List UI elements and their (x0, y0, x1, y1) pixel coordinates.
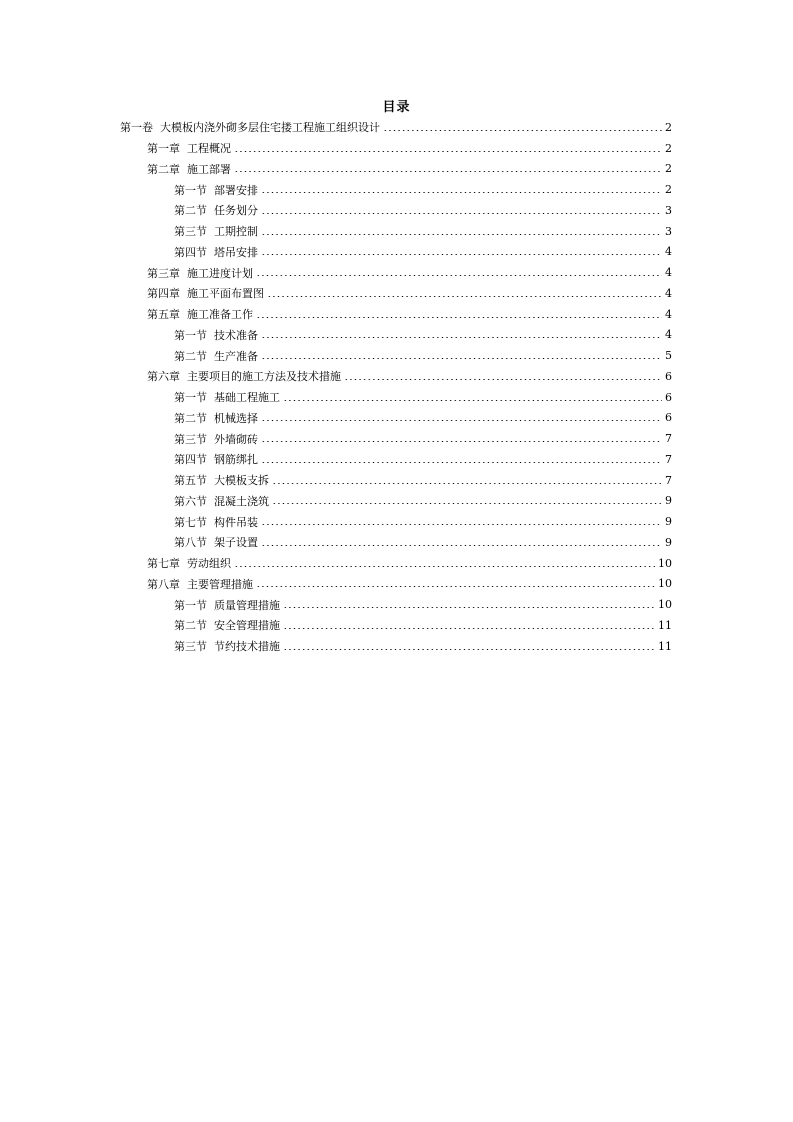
toc-entry-number: 第三节 (174, 640, 207, 654)
toc-entry-page: 4 (665, 286, 672, 300)
toc-entry[interactable] (0, 117, 793, 138)
toc-entry-page: 4 (665, 328, 672, 342)
toc-dot-leader (261, 462, 662, 463)
toc-entry-page: 10 (658, 577, 672, 591)
toc-entry-number: 第五节 (174, 474, 207, 488)
toc-entry-title: 安全管理措施 (214, 619, 280, 633)
toc-entry-title: 节约技术措施 (214, 640, 280, 654)
toc-dot-leader (283, 649, 655, 650)
toc-entry-number: 第二节 (174, 204, 207, 218)
toc-entry-page: 7 (665, 473, 672, 487)
toc-dot-leader (261, 358, 662, 359)
toc-entry-label (174, 597, 280, 613)
toc-entry-title: 工程概况 (187, 142, 231, 156)
toc-entry[interactable] (0, 242, 793, 263)
toc-entry-title: 任务划分 (214, 204, 258, 218)
toc-entry-number: 第七节 (174, 515, 207, 529)
toc-entry[interactable] (0, 138, 793, 159)
toc-entry-page: 7 (665, 432, 672, 446)
toc-dot-leader (234, 171, 662, 172)
toc-dot-leader (234, 151, 662, 152)
toc-entry-label (174, 202, 258, 218)
toc-entry-title: 施工平面布置图 (187, 287, 264, 301)
toc-entry[interactable] (0, 574, 793, 595)
toc-dot-leader (283, 628, 655, 629)
toc-entry-label (174, 431, 258, 447)
toc-dot-leader (283, 400, 662, 401)
toc-entry-title: 大模板支拆 (214, 474, 269, 488)
toc-dot-leader (261, 254, 662, 255)
toc-entry[interactable] (0, 283, 793, 304)
toc-entry-label (174, 348, 258, 364)
toc-entry-title: 主要项目的施工方法及技术措施 (187, 370, 341, 384)
toc-entry-page: 9 (665, 494, 672, 508)
toc-dot-leader (261, 337, 662, 338)
toc-entry-page: 2 (665, 141, 672, 155)
toc-entry-label (174, 472, 269, 488)
toc-entry-number: 第三章 (147, 266, 180, 280)
toc-entry-page: 11 (658, 618, 672, 632)
toc-dot-leader (256, 275, 662, 276)
toc-entry-number: 第三节 (174, 432, 207, 446)
toc-entry-number: 第四章 (147, 287, 180, 301)
toc-entry-page: 2 (665, 183, 672, 197)
toc-entry-title: 质量管理措施 (214, 598, 280, 612)
toc-entry-title: 技术准备 (214, 328, 258, 342)
toc-entry-page: 4 (665, 307, 672, 321)
toc-entry-page: 6 (665, 411, 672, 425)
toc-entry[interactable] (0, 262, 793, 283)
table-of-contents (0, 117, 793, 657)
toc-entry-number: 第一节 (174, 391, 207, 405)
toc-entry-number: 第七章 (147, 557, 180, 571)
toc-entry-title: 施工部署 (187, 162, 231, 176)
toc-entry-page: 9 (665, 515, 672, 529)
toc-entry-page: 2 (665, 120, 672, 134)
toc-entry[interactable] (0, 449, 793, 470)
toc-entry-page: 5 (665, 349, 672, 363)
toc-entry-page: 9 (665, 535, 672, 549)
toc-entry-number: 第一卷 (120, 121, 153, 135)
toc-entry-number: 第一节 (174, 598, 207, 612)
toc-entry-page: 11 (658, 639, 672, 653)
toc-entry[interactable] (0, 470, 793, 491)
toc-entry[interactable] (0, 511, 793, 532)
toc-entry-page: 2 (665, 162, 672, 176)
toc-dot-leader (261, 524, 662, 525)
toc-entry-number: 第二节 (174, 349, 207, 363)
toc-entry-label (174, 182, 258, 198)
toc-dot-leader (267, 296, 662, 297)
toc-entry-title: 施工准备工作 (187, 308, 253, 322)
toc-entry-number: 第二章 (147, 162, 180, 176)
toc-entry-title: 钢筋绑扎 (214, 453, 258, 467)
toc-entry-number: 第八章 (147, 577, 180, 591)
toc-entry-page: 6 (665, 369, 672, 383)
toc-entry-number: 第二节 (174, 619, 207, 633)
toc-entry-number: 第四节 (174, 453, 207, 467)
toc-entry-number: 第一节 (174, 328, 207, 342)
toc-entry-number: 第八节 (174, 536, 207, 550)
toc-entry-title: 劳动组织 (187, 557, 231, 571)
toc-entry-label (174, 244, 258, 260)
toc-entry-label (120, 119, 380, 135)
toc-entry-title: 混凝土浇筑 (214, 494, 269, 508)
toc-dot-leader (261, 441, 662, 442)
toc-entry-title: 机械选择 (214, 411, 258, 425)
toc-entry-label (147, 306, 253, 322)
toc-entry-label (174, 638, 280, 654)
toc-entry-page: 10 (658, 556, 672, 570)
toc-entry-label (174, 514, 258, 530)
toc-entry-title: 施工进度计划 (187, 266, 253, 280)
toc-entry[interactable] (0, 408, 793, 429)
toc-entry-page: 4 (665, 266, 672, 280)
toc-entry[interactable] (0, 428, 793, 449)
toc-entry-label (174, 451, 258, 467)
toc-entry-title: 生产准备 (214, 349, 258, 363)
toc-entry-number: 第五章 (147, 308, 180, 322)
toc-entry-number: 第四节 (174, 245, 207, 259)
toc-entry-page: 3 (665, 224, 672, 238)
toc-entry[interactable] (0, 532, 793, 553)
toc-entry[interactable] (0, 387, 793, 408)
toc-entry-title: 构件吊装 (214, 515, 258, 529)
toc-entry-title: 塔吊安排 (214, 245, 258, 259)
toc-entry[interactable] (0, 366, 793, 387)
toc-entry-label (147, 265, 253, 281)
toc-entry-title: 主要管理措施 (187, 577, 253, 591)
toc-entry-label (147, 368, 341, 384)
toc-entry-label (174, 389, 280, 405)
toc-dot-leader (234, 566, 655, 567)
toc-entry-title: 基础工程施工 (214, 391, 280, 405)
toc-entry[interactable] (0, 594, 793, 615)
toc-entry-label (174, 617, 280, 633)
toc-entry-number: 第一节 (174, 183, 207, 197)
toc-entry[interactable] (0, 200, 793, 221)
toc-entry[interactable] (0, 553, 793, 574)
toc-title: 目录 (382, 100, 411, 115)
toc-entry-title: 架子设置 (214, 536, 258, 550)
toc-entry-number: 第二节 (174, 411, 207, 425)
toc-dot-leader (344, 379, 662, 380)
toc-dot-leader (261, 213, 662, 214)
toc-entry-number: 第一章 (147, 142, 180, 156)
toc-dot-leader (383, 130, 662, 131)
toc-entry-page: 4 (665, 245, 672, 259)
toc-entry[interactable] (0, 179, 793, 200)
toc-entry[interactable] (0, 491, 793, 512)
toc-entry-label (174, 493, 269, 509)
toc-dot-leader (256, 317, 662, 318)
toc-entry-title: 大模板内浇外砌多层住宅搂工程施工组织设计 (160, 121, 380, 135)
toc-dot-leader (272, 503, 662, 504)
toc-entry-label (147, 576, 253, 592)
toc-entry-title: 工期控制 (214, 225, 258, 239)
toc-entry-number: 第三节 (174, 225, 207, 239)
toc-entry[interactable] (0, 221, 793, 242)
toc-entry[interactable] (0, 304, 793, 325)
toc-entry-label (147, 555, 231, 571)
toc-entry-label (147, 140, 231, 156)
toc-entry-page: 6 (665, 390, 672, 404)
toc-entry-page: 10 (658, 598, 672, 612)
toc-entry[interactable] (0, 636, 793, 657)
toc-entry-label (174, 327, 258, 343)
toc-dot-leader (261, 545, 662, 546)
toc-entry-label (147, 285, 264, 301)
toc-dot-leader (283, 607, 655, 608)
toc-entry[interactable] (0, 325, 793, 346)
toc-entry[interactable] (0, 345, 793, 366)
toc-entry-title: 外墙砌砖 (214, 432, 258, 446)
toc-entry-label (147, 161, 231, 177)
toc-entry[interactable] (0, 159, 793, 180)
toc-entry-title: 部署安排 (214, 183, 258, 197)
toc-entry-label (174, 534, 258, 550)
toc-entry-number: 第六章 (147, 370, 180, 384)
toc-entry-page: 7 (665, 452, 672, 466)
toc-entry-label (174, 223, 258, 239)
toc-dot-leader (261, 234, 662, 235)
toc-dot-leader (256, 586, 655, 587)
toc-dot-leader (261, 420, 662, 421)
toc-dot-leader (272, 483, 662, 484)
toc-entry[interactable] (0, 615, 793, 636)
toc-dot-leader (261, 192, 662, 193)
toc-entry-number: 第六节 (174, 494, 207, 508)
toc-entry-page: 3 (665, 203, 672, 217)
toc-entry-label (174, 410, 258, 426)
